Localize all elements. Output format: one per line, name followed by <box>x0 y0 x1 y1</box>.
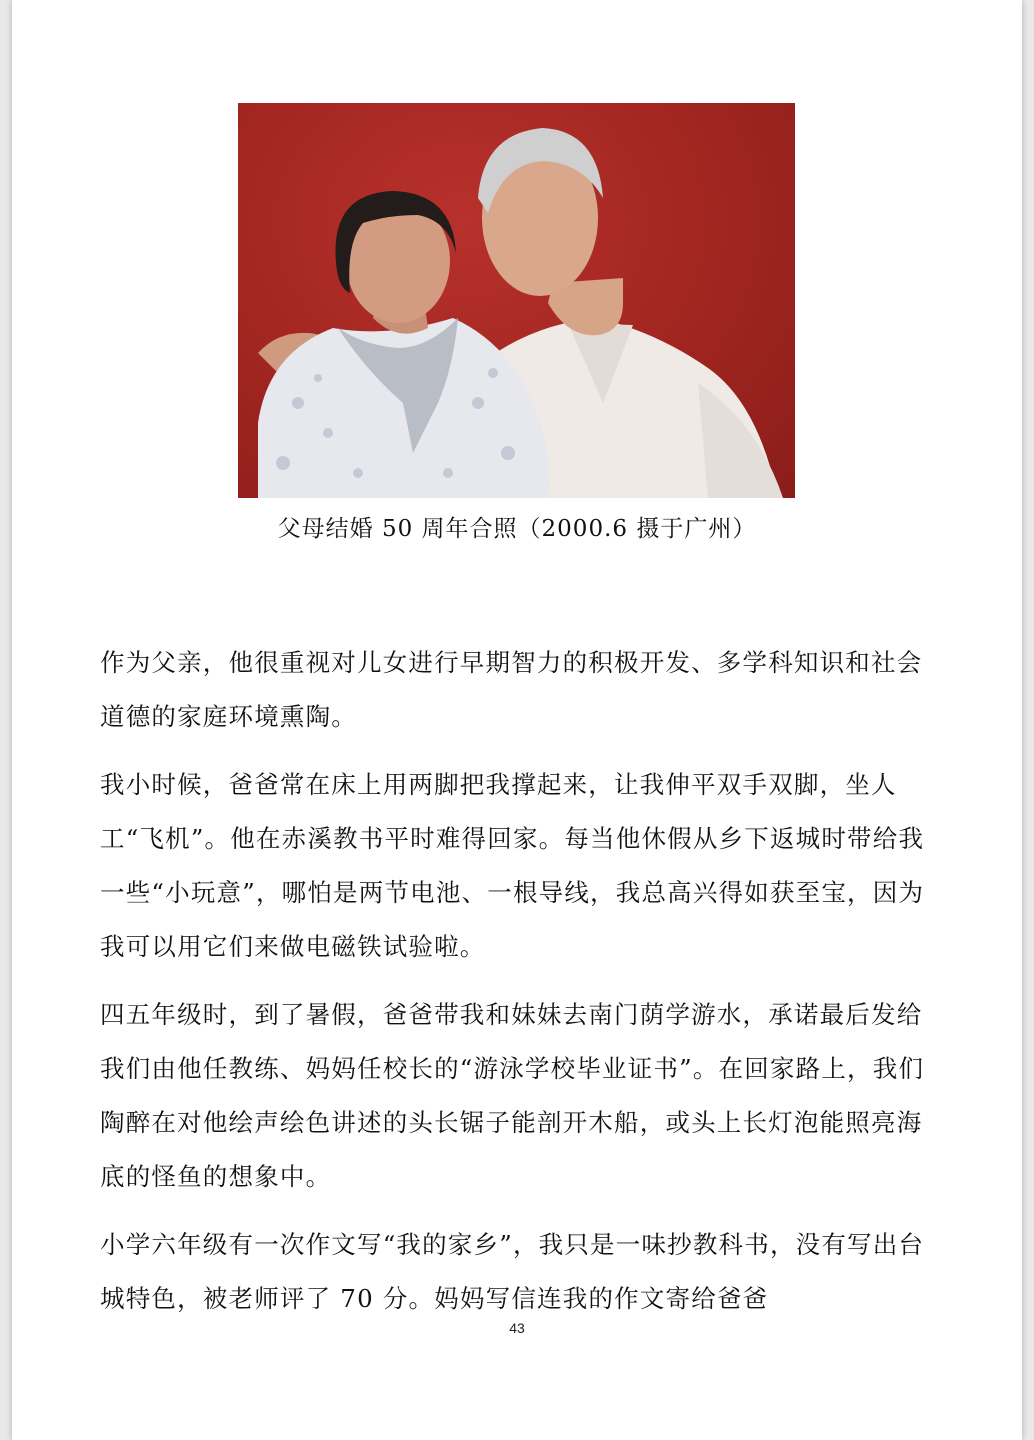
body-text <box>100 636 940 1340</box>
couple-photo <box>238 103 795 498</box>
paragraph: 我小时候，爸爸常在床上用两脚把我撑起来，让我伸平双手双脚，坐人工“飞机”。他在赤溪教书平时难得回家。每当他休假从乡下返城时带给我一些“小玩意”，哪怕是两节电池、一根导线，我总高兴得如获至宝，因为我可以用它们来做电磁铁试验啦。 <box>100 770 925 961</box>
document-page <box>12 0 1022 1440</box>
paragraph: 作为父亲，他很重视对儿女进行早期智力的积极开发、多学科知识和社会道德的家庭环境熏陶。 <box>100 648 923 731</box>
photo-caption: 父母结婚 50 周年合照（2000.6 摄于广州） <box>277 516 757 542</box>
paragraph: 四五年级时，到了暑假，爸爸带我和妹妹去南门荫学游水，承诺最后发给我们由他任教练、妈妈任校长的“游泳学校毕业证书”。在回家路上，我们陶醉在对他绘声绘色讲述的头长锯子能剖开木船，或头上长灯泡能照亮海底的怪鱼的想象中。 <box>100 1000 925 1191</box>
couple-photo-illustration <box>238 103 795 498</box>
paragraph: 小学六年级有一次作文写“我的家乡”，我只是一味抄教科书，没有写出台城特色，被老师评了 70 分。妈妈写信连我的作文寄给爸爸 <box>100 1230 925 1313</box>
page-number: 43 <box>509 1320 525 1336</box>
